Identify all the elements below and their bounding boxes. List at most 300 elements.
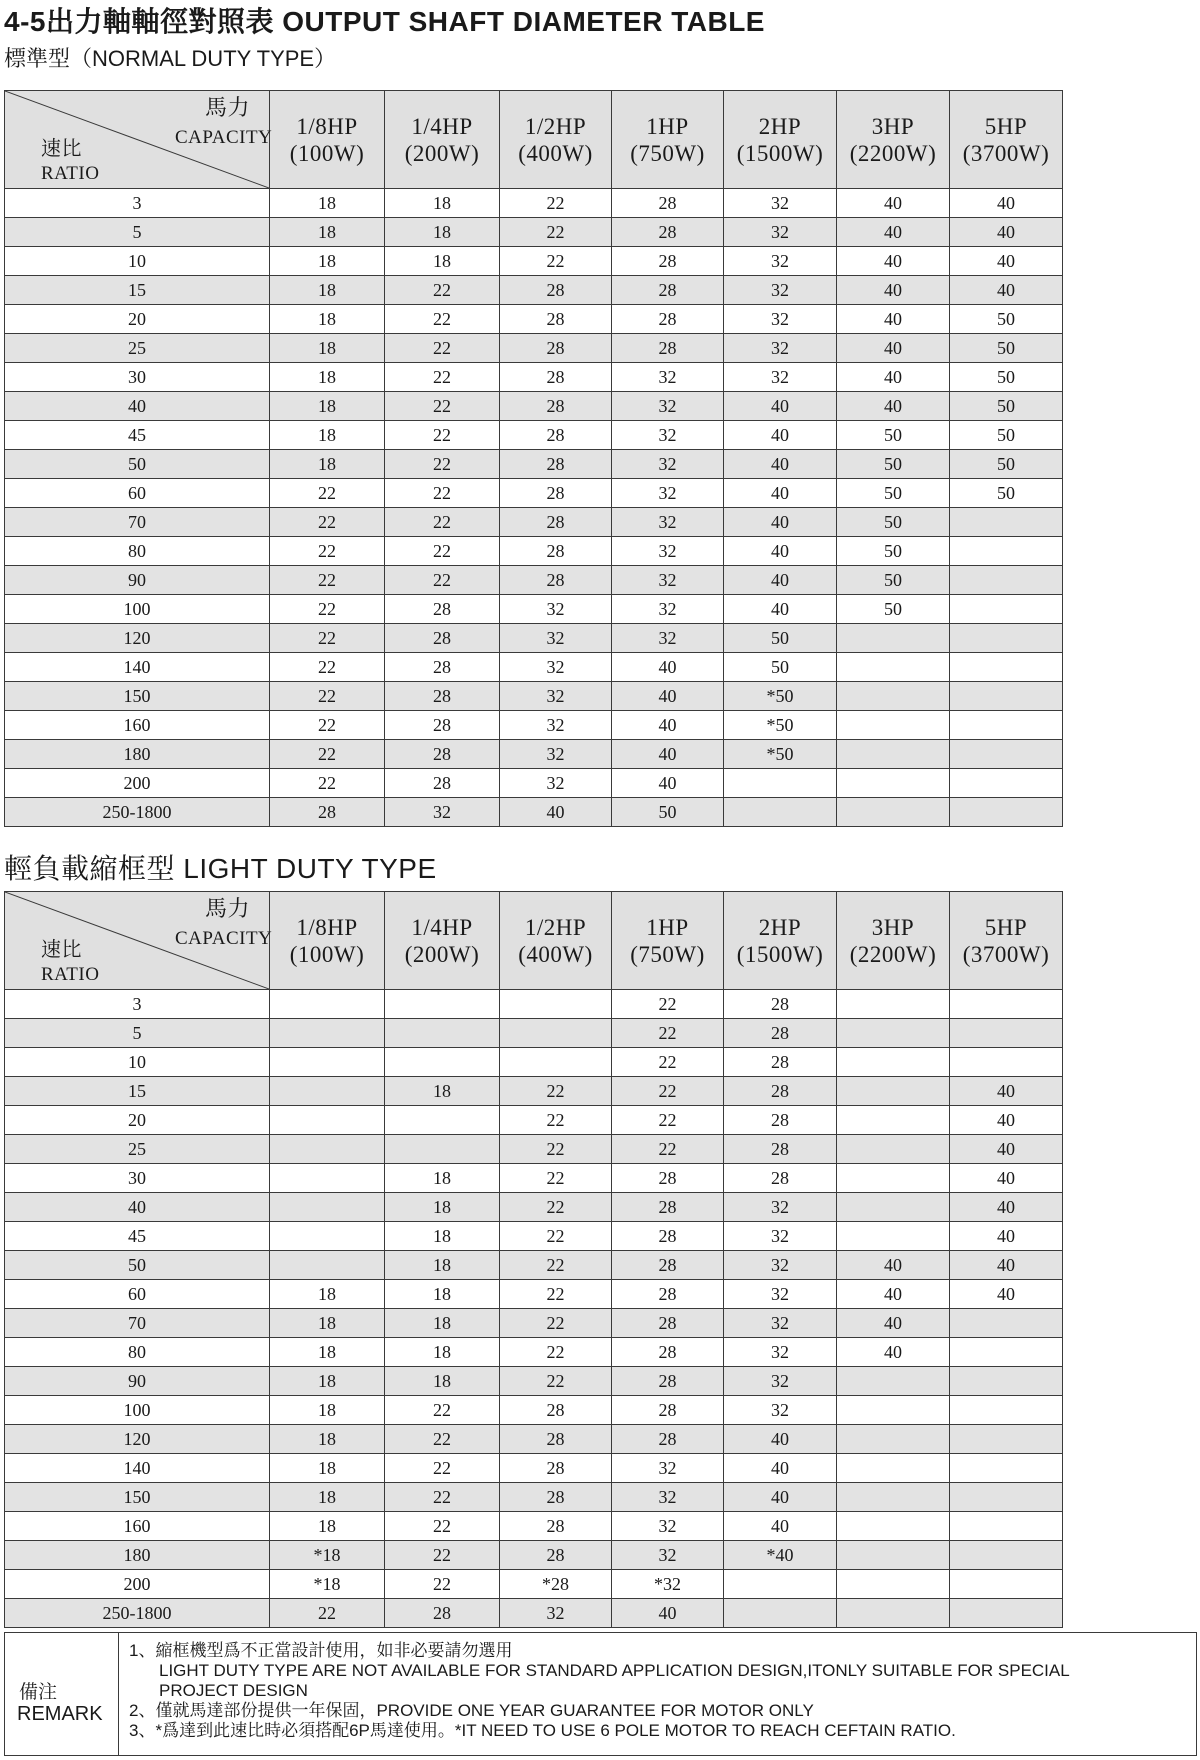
table-row [5,276,1063,305]
shaft-diameter-cell: 32 [500,711,612,740]
shaft-diameter-cell: 32 [724,247,837,276]
shaft-diameter-cell: 40 [837,1251,950,1280]
shaft-diameter-cell: 22 [612,1048,724,1077]
shaft-diameter-cell: 50 [837,595,950,624]
shaft-diameter-cell: 40 [724,1483,837,1512]
remark-line: 2、僅就馬達部份提供一年保固，PROVIDE ONE YEAR GUARANTEE FOR MOTOR ONLY [129,1701,814,1720]
remark-line: 1、縮框機型爲不正當設計使用，如非必要請勿選用 [129,1641,513,1660]
shaft-diameter-cell: 28 [500,479,612,508]
column-header [950,892,1063,990]
shaft-diameter-cell [385,1106,500,1135]
shaft-diameter-cell: 32 [612,1483,724,1512]
shaft-diameter-cell [950,624,1063,653]
shaft-diameter-cell: 28 [612,1309,724,1338]
column-header [385,892,500,990]
shaft-diameter-cell: 32 [612,1512,724,1541]
shaft-diameter-cell: 28 [724,1048,837,1077]
column-header-watts: (750W) [630,140,705,166]
shaft-diameter-cell: 18 [385,1280,500,1309]
shaft-diameter-cell: 40 [837,334,950,363]
shaft-diameter-cell: 40 [837,1338,950,1367]
table-row [5,740,1063,769]
shaft-diameter-cell: 22 [270,653,385,682]
shaft-diameter-cell: 28 [612,1222,724,1251]
shaft-diameter-cell: 22 [270,769,385,798]
table-row [5,1425,1063,1454]
ratio-cell: 70 [5,1309,270,1338]
table-row [5,990,1063,1019]
table-row [5,1512,1063,1541]
shaft-diameter-cell: 22 [385,1570,500,1599]
shaft-diameter-cell: 22 [612,1077,724,1106]
shaft-diameter-cell: 22 [500,1367,612,1396]
capacity-label-en: CAPACITY [175,928,273,949]
shaft-diameter-cell [724,798,837,827]
column-header-watts: (200W) [404,140,480,166]
shaft-diameter-cell: 40 [724,421,837,450]
shaft-diameter-cell: 32 [500,1599,612,1628]
shaft-diameter-cell: 22 [385,479,500,508]
shaft-diameter-cell: 28 [500,363,612,392]
shaft-diameter-cell: 40 [724,450,837,479]
shaft-diameter-cell [837,1367,950,1396]
shaft-diameter-cell: 40 [950,1106,1063,1135]
shaft-diameter-cell [837,1164,950,1193]
normal-duty-table [4,90,1063,827]
ratio-cell: 40 [5,392,270,421]
shaft-diameter-cell [950,1396,1063,1425]
column-header-hp: 5HP [984,113,1028,139]
shaft-diameter-cell: 22 [270,1599,385,1628]
shaft-diameter-cell: 28 [612,1367,724,1396]
shaft-diameter-cell: 40 [950,189,1063,218]
shaft-diameter-cell: 40 [837,392,950,421]
column-header-watts: (750W) [630,941,705,967]
ratio-cell: 180 [5,740,270,769]
shaft-diameter-cell: 32 [724,1193,837,1222]
shaft-diameter-cell [950,1454,1063,1483]
ratio-cell: 60 [5,1280,270,1309]
column-header [270,91,385,189]
shaft-diameter-cell [950,508,1063,537]
ratio-cell: 200 [5,1570,270,1599]
shaft-diameter-cell [950,537,1063,566]
ratio-cell: 30 [5,1164,270,1193]
ratio-cell: 5 [5,218,270,247]
table-row [5,711,1063,740]
ratio-cell: 120 [5,1425,270,1454]
shaft-diameter-cell: 22 [500,1251,612,1280]
shaft-diameter-cell: 32 [500,769,612,798]
ratio-cell: 20 [5,305,270,334]
shaft-diameter-cell: 28 [724,990,837,1019]
shaft-diameter-cell: 18 [385,1077,500,1106]
shaft-diameter-cell: 22 [500,189,612,218]
shaft-diameter-cell: 22 [500,1164,612,1193]
shaft-diameter-cell: 40 [950,276,1063,305]
shaft-diameter-cell [837,990,950,1019]
shaft-diameter-cell [837,1454,950,1483]
shaft-diameter-cell [950,566,1063,595]
ratio-cell: 150 [5,1483,270,1512]
shaft-diameter-cell: 40 [837,189,950,218]
shaft-diameter-cell: 28 [385,740,500,769]
shaft-diameter-cell [837,624,950,653]
shaft-diameter-cell: 40 [612,653,724,682]
light-duty-title: 輕負載縮框型 LIGHT DUTY TYPE [4,853,437,884]
column-header-hp: 5HP [984,914,1028,940]
table-row [5,1396,1063,1425]
table-row [5,1019,1063,1048]
column-header-hp: 3HP [871,914,915,940]
ratio-cell: 180 [5,1541,270,1570]
shaft-diameter-cell: 32 [724,1309,837,1338]
table-row [5,363,1063,392]
shaft-diameter-cell: 50 [950,479,1063,508]
shaft-diameter-cell: 18 [385,247,500,276]
column-header-hp: 3HP [871,113,915,139]
capacity-label-en: CAPACITY [175,127,273,148]
shaft-diameter-cell: 28 [612,334,724,363]
shaft-diameter-cell: 22 [500,1280,612,1309]
column-header [612,892,724,990]
shaft-diameter-cell [500,1048,612,1077]
ratio-cell: 15 [5,1077,270,1106]
shaft-diameter-cell [385,990,500,1019]
shaft-diameter-cell: 22 [385,450,500,479]
shaft-diameter-cell: 28 [385,1599,500,1628]
shaft-diameter-cell: 22 [500,218,612,247]
table-row [5,1048,1063,1077]
table-row [5,537,1063,566]
shaft-diameter-cell: 32 [612,421,724,450]
shaft-diameter-cell: 18 [270,1309,385,1338]
shaft-diameter-cell: 18 [270,450,385,479]
shaft-diameter-cell: 18 [270,1396,385,1425]
table-row [5,450,1063,479]
table-row [5,1454,1063,1483]
shaft-diameter-cell: 18 [270,1454,385,1483]
shaft-diameter-cell: 22 [385,392,500,421]
shaft-diameter-cell: 28 [385,595,500,624]
shaft-diameter-cell: 18 [270,1483,385,1512]
shaft-diameter-cell: 18 [270,1367,385,1396]
shaft-diameter-cell: 40 [837,363,950,392]
shaft-diameter-cell: 32 [500,653,612,682]
shaft-diameter-cell [837,740,950,769]
corner-header [5,91,273,189]
shaft-diameter-cell: 28 [612,276,724,305]
shaft-diameter-cell [500,990,612,1019]
shaft-diameter-cell: 32 [500,740,612,769]
table-row [5,798,1063,827]
shaft-diameter-cell: 32 [500,595,612,624]
capacity-label-zh: 馬力 [205,96,251,121]
shaft-diameter-cell [837,798,950,827]
shaft-diameter-cell [385,1019,500,1048]
ratio-cell: 30 [5,363,270,392]
column-header-hp: 1/2HP [524,914,587,940]
shaft-diameter-cell: 32 [612,363,724,392]
shaft-diameter-cell: 28 [724,1106,837,1135]
shaft-diameter-cell: 22 [385,1454,500,1483]
shaft-diameter-cell [837,1077,950,1106]
ratio-cell: 25 [5,334,270,363]
shaft-diameter-cell: 32 [612,566,724,595]
table-row [5,1367,1063,1396]
shaft-diameter-cell: 40 [724,1454,837,1483]
table-row [5,653,1063,682]
shaft-diameter-cell: 28 [612,1396,724,1425]
shaft-diameter-cell: 22 [385,363,500,392]
shaft-diameter-cell: 32 [612,450,724,479]
column-header-watts: (100W) [289,140,365,166]
shaft-diameter-cell: 50 [837,421,950,450]
table-row [5,1280,1063,1309]
ratio-cell: 3 [5,189,270,218]
table-row [5,624,1063,653]
shaft-diameter-cell: 28 [612,218,724,247]
shaft-diameter-cell: 40 [500,798,612,827]
shaft-diameter-cell [950,1367,1063,1396]
ratio-cell: 140 [5,1454,270,1483]
shaft-diameter-cell: 28 [385,653,500,682]
remark-box [4,1632,1197,1756]
shaft-diameter-cell [837,1106,950,1135]
shaft-diameter-cell: 40 [837,276,950,305]
shaft-diameter-cell: 40 [724,595,837,624]
shaft-diameter-cell [837,1193,950,1222]
shaft-diameter-cell: 18 [270,189,385,218]
shaft-diameter-cell: 32 [724,363,837,392]
ratio-cell: 140 [5,653,270,682]
ratio-cell: 160 [5,1512,270,1541]
shaft-diameter-cell [270,990,385,1019]
ratio-cell: 50 [5,1251,270,1280]
ratio-cell: 250-1800 [5,798,270,827]
shaft-diameter-cell: 50 [837,479,950,508]
shaft-diameter-cell: 32 [385,798,500,827]
shaft-diameter-cell: 28 [500,1425,612,1454]
normal-duty-body [5,189,1063,827]
table-row [5,1483,1063,1512]
shaft-diameter-cell: 50 [837,537,950,566]
shaft-diameter-cell: 22 [500,1222,612,1251]
shaft-diameter-cell: 32 [724,1396,837,1425]
light-duty-table [4,891,1063,1628]
shaft-diameter-cell: 32 [612,1454,724,1483]
shaft-diameter-cell: 32 [724,334,837,363]
shaft-diameter-cell [724,1599,837,1628]
shaft-diameter-cell: 28 [612,1338,724,1367]
shaft-diameter-cell: 28 [612,247,724,276]
table-row [5,421,1063,450]
shaft-diameter-cell [837,1135,950,1164]
table-row [5,595,1063,624]
shaft-diameter-cell: 32 [724,1367,837,1396]
remark-line: PROJECT DESIGN [159,1681,308,1700]
shaft-diameter-cell: 28 [385,682,500,711]
table-row [5,1106,1063,1135]
shaft-diameter-cell: 40 [950,218,1063,247]
shaft-diameter-cell [950,798,1063,827]
shaft-diameter-cell: 32 [724,276,837,305]
shaft-diameter-cell: 50 [950,363,1063,392]
column-header [385,91,500,189]
ratio-cell: 5 [5,1019,270,1048]
shaft-diameter-cell: 18 [385,1367,500,1396]
shaft-diameter-cell: 22 [385,305,500,334]
shaft-diameter-cell: 40 [612,769,724,798]
ratio-cell: 20 [5,1106,270,1135]
page-title: 4-5出力軸軸徑對照表 OUTPUT SHAFT DIAMETER TABLE [4,6,765,37]
shaft-diameter-cell: 22 [385,1483,500,1512]
shaft-diameter-cell: 50 [724,653,837,682]
shaft-diameter-cell: 22 [500,1106,612,1135]
ratio-cell: 45 [5,421,270,450]
shaft-diameter-cell: 32 [612,537,724,566]
shaft-diameter-cell: *32 [612,1570,724,1599]
shaft-diameter-cell [837,1425,950,1454]
shaft-diameter-cell [270,1222,385,1251]
shaft-diameter-cell: 22 [500,1309,612,1338]
table-row [5,769,1063,798]
shaft-diameter-cell: 22 [385,508,500,537]
shaft-diameter-cell: 50 [724,624,837,653]
shaft-diameter-cell [837,1222,950,1251]
ratio-cell: 80 [5,1338,270,1367]
column-header-watts: (3700W) [962,140,1050,166]
shaft-diameter-cell: 28 [500,421,612,450]
shaft-diameter-cell: 18 [385,1251,500,1280]
column-header [724,91,837,189]
table-row [5,1599,1063,1628]
shaft-diameter-cell: 18 [385,1164,500,1193]
shaft-diameter-cell: 22 [612,990,724,1019]
shaft-diameter-cell: 28 [500,1512,612,1541]
ratio-cell: 45 [5,1222,270,1251]
remark-notes [129,1641,1070,1741]
shaft-diameter-cell: *18 [270,1570,385,1599]
shaft-diameter-cell [950,711,1063,740]
shaft-diameter-cell: 32 [612,1541,724,1570]
shaft-diameter-cell: 22 [270,595,385,624]
shaft-diameter-cell [270,1048,385,1077]
shaft-diameter-cell [270,1077,385,1106]
shaft-diameter-cell: 22 [385,1396,500,1425]
table-row [5,1309,1063,1338]
ratio-label-en: RATIO [41,964,100,985]
shaft-diameter-cell: 18 [270,1512,385,1541]
shaft-diameter-cell [950,1570,1063,1599]
shaft-diameter-cell: 28 [500,537,612,566]
shaft-diameter-cell: 50 [837,508,950,537]
shaft-diameter-cell: 22 [500,1077,612,1106]
table-row [5,1251,1063,1280]
shaft-diameter-cell: 22 [270,711,385,740]
shaft-diameter-cell: 28 [500,392,612,421]
shaft-diameter-cell: 18 [270,247,385,276]
shaft-diameter-cell: 22 [500,1193,612,1222]
shaft-diameter-cell: 40 [950,1077,1063,1106]
table-row [5,189,1063,218]
shaft-diameter-cell: *50 [724,740,837,769]
shaft-diameter-cell: 32 [612,624,724,653]
corner-header [5,892,273,990]
ratio-cell: 160 [5,711,270,740]
shaft-diameter-cell: 18 [385,1338,500,1367]
shaft-diameter-cell [950,1048,1063,1077]
shaft-diameter-cell: 40 [724,1512,837,1541]
shaft-diameter-cell: 32 [500,682,612,711]
table-row [5,392,1063,421]
ratio-cell: 90 [5,566,270,595]
shaft-diameter-cell: 40 [950,1164,1063,1193]
shaft-diameter-cell [950,595,1063,624]
shaft-diameter-cell: 18 [270,1425,385,1454]
shaft-diameter-cell [500,1019,612,1048]
shaft-diameter-cell: 18 [385,1309,500,1338]
shaft-diameter-cell [950,682,1063,711]
shaft-diameter-cell: 32 [612,595,724,624]
shaft-diameter-cell: *18 [270,1541,385,1570]
column-header-hp: 2HP [758,113,802,139]
column-header [500,91,612,189]
shaft-diameter-cell: 40 [950,247,1063,276]
table-row [5,682,1063,711]
shaft-diameter-cell [950,769,1063,798]
shaft-diameter-cell: *50 [724,711,837,740]
ratio-cell: 150 [5,682,270,711]
shaft-diameter-cell [950,1483,1063,1512]
ratio-cell: 250-1800 [5,1599,270,1628]
shaft-diameter-cell [950,1541,1063,1570]
shaft-diameter-cell: 22 [270,508,385,537]
table-row [5,1541,1063,1570]
shaft-diameter-cell [385,1048,500,1077]
shaft-diameter-cell: 22 [385,566,500,595]
shaft-diameter-cell: 50 [837,450,950,479]
column-header-hp: 1/4HP [411,914,473,940]
shaft-diameter-cell: 40 [837,1280,950,1309]
shaft-diameter-cell: 40 [724,1425,837,1454]
shaft-diameter-cell: 28 [500,334,612,363]
remark-line: 3、*爲達到此速比時必須搭配6P馬達使用。*IT NEED TO USE 6 POLE MOTOR TO REACH CEFTAIN RATIO. [129,1721,956,1740]
shaft-diameter-cell: 40 [612,682,724,711]
shaft-diameter-cell [950,1338,1063,1367]
shaft-diameter-cell: 18 [385,1222,500,1251]
ratio-cell: 50 [5,450,270,479]
shaft-diameter-cell: 40 [950,1135,1063,1164]
table-row [5,1338,1063,1367]
shaft-diameter-cell: 18 [385,189,500,218]
shaft-diameter-cell: 22 [500,247,612,276]
ratio-cell: 70 [5,508,270,537]
shaft-diameter-cell: 22 [270,740,385,769]
column-header-watts: (2200W) [849,941,937,967]
shaft-diameter-cell: 28 [612,1280,724,1309]
shaft-diameter-cell: *28 [500,1570,612,1599]
shaft-diameter-cell [950,990,1063,1019]
shaft-diameter-cell: 28 [612,1193,724,1222]
shaft-diameter-cell: *40 [724,1541,837,1570]
shaft-diameter-cell: 32 [612,479,724,508]
shaft-diameter-cell: 40 [950,1193,1063,1222]
shaft-diameter-cell [950,1425,1063,1454]
ratio-label-en: RATIO [41,163,100,184]
shaft-diameter-cell: 40 [724,537,837,566]
column-header-watts: (400W) [518,140,593,166]
